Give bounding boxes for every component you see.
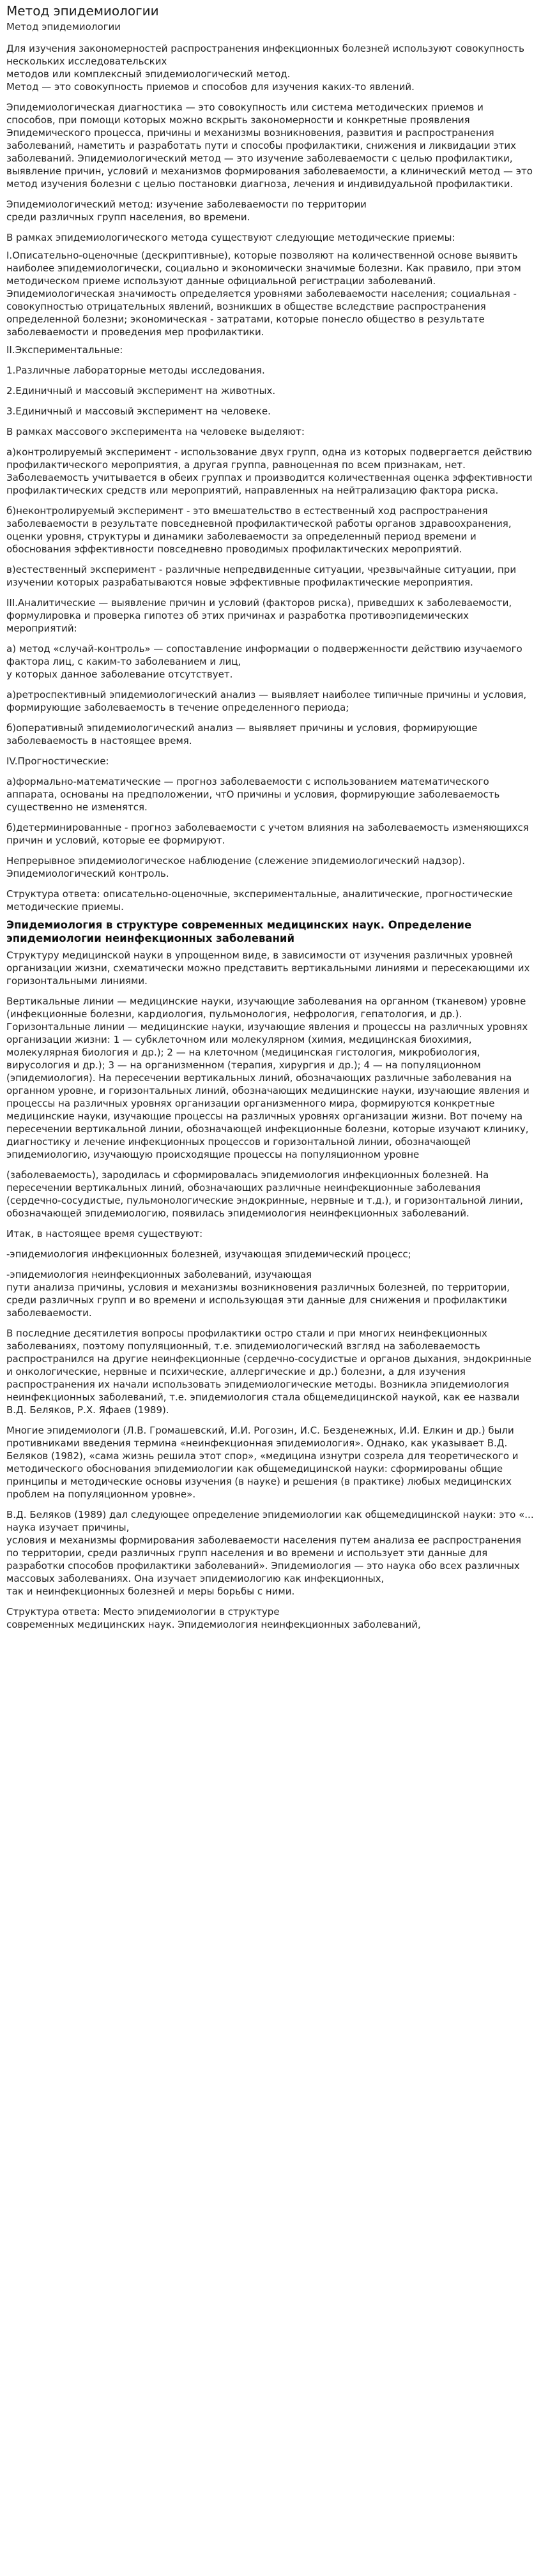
paragraph: IV.Прогностические: bbox=[6, 755, 109, 767]
paragraph: Эпидемиологическая диагностика — это совокупность или система методических приемов и способов, при помощи которых можно вскрыть закономерности и конкретные проявления Эпидемического процесса, причины и механизмы возникновения, развития и распространения заболеваний, наметить и разработать пути и способы профилактики, снижения и ликвидации этих заболеваний. Эпидемиологический метод — это изучение заболеваемости с целью профилактики, выявление причин, условий и механизмов формирования заболеваемости, а клинический метод — это метод изучения болезни с целью постановки диагноза, лечения и индивидуальной профилактики. bbox=[6, 102, 533, 190]
paragraph: Структура ответа: Место эпидемиологии в структуре современных медицинских наук. Эпидемиология неинфекционных заболеваний, bbox=[6, 1606, 421, 1630]
paragraph: а)формально-математические — прогноз заболеваемости с использованием математического аппарата, основаны на предположении, чтО причины и условия, формирующие заболеваемость существенно не изменятся. bbox=[6, 776, 500, 813]
paragraph: I.Описательно-оценочные (дескриптивные), которые позволяют на количественной основе выявить наиболее эпидемиологически, социально и экономически значимые болезни. Как правило, при этом методическом приеме используют данные официальной регистрации заболеваний. Эпидемиологическая значимость определяется уровнями заболеваемости населения; социальная - совокупностью отрицательных явлений, возникших в обществе вследствие распространения определенной болезни; экономическая - затратами, которые понесло общество в результате заболеваемости и проведения мер профилактики. bbox=[6, 250, 521, 338]
paragraph: Эпидемиологический метод: изучение заболеваемости по территории среди различных групп населения, во времени. bbox=[6, 199, 367, 223]
paragraph: -эпидемиология неинфекционных заболеваний, изучающая пути анализа причины, условия и механизмы возникновения различных болезней, по территории, среди различных групп и во времени и использующая эти данные для снижения и профилактики заболеваемости. bbox=[6, 1269, 510, 1319]
paragraph: В последние десятилетия вопросы профилактики остро стали и при многих неинфекционных заболеваниях, поэтому популяционный, т.е. эпидемиологический взгляд на заболеваемость распространился на другие неинфекционные (сердечно-сосудистые и органов дыхания, эндокринные и онкологические, нервные и психические, аллергические и др.) болезни, а для изучения распространения их начали использовать эпидемиологические методы. Возникла эпидемиология неинфекционных заболеваний, т.е. эпидемиология стала общемедицинской наукой, как ее назвали В.Д. Беляков, Р.Х. Яфаев (1989). bbox=[6, 1328, 531, 1416]
paragraph: Структуру медицинской науки в упрощенном виде, в зависимости от изучения различных уровней организации жизни, схематически можно представить вертикальными линиями и пересекающими их горизонтальными линиями. bbox=[6, 950, 530, 987]
section-heading: Эпидемиология в структуре современных медицинских наук. Определение эпидемиологии неинфекционных заболеваний bbox=[6, 919, 472, 944]
paragraph: а)контролируемый эксперимент - использование двух групп, одна из которых подвергается действию профилактического мероприятия, а другая группа, равноценная по всем признакам, нет. Заболеваемость учитывается в обеих группах и производится количественная оценка эффективности профилактических средств или мероприятий, направленных на нейтрализацию фактора риска. bbox=[6, 446, 533, 496]
paragraph: В.Д. Беляков (1989) дал следующее определение эпидемиологии как общемедицинской науки: это «... наука изучает причины, условия и механизмы формирования заболеваемости населения путем анализа ее распространения по территории, среди различных групп населения и во времени и использует эти данные для разработки способов профилактики заболеваний». Эпидемиология — это наука обо всех различных массовых заболеваниях. Она изучает эпидемиологию как инфекционных, так и неинфекционных болезней и меры борьбы с ними. bbox=[6, 1509, 534, 1597]
paragraph: 1.Различные лабораторные методы исследования. bbox=[6, 365, 265, 376]
paragraph: а) метод «случай-контроль» — сопоставление информации о подверженности действию изучаемого фактора лиц, с каким-то заболеванием и лиц, у которых данное заболевание отсутствует. bbox=[6, 643, 522, 680]
paragraph: в)естественный эксперимент - различные непредвиденные ситуации, чрезвычайные ситуации, при изучении которых разрабатываются новые эффективные профилактические мероприятия. bbox=[6, 564, 517, 588]
paragraph: 3.Единичный и массовый эксперимент на человеке. bbox=[6, 405, 271, 417]
paragraph: Итак, в настоящее время существуют: bbox=[6, 1228, 203, 1239]
paragraph: б)детерминированные - прогноз заболеваемости с учетом влияния на заболеваемость изменяющихся причин и условий, которые ее формируют. bbox=[6, 822, 529, 846]
paragraph: Для изучения закономерностей распространения инфекционных болезней используют совокупность нескольких исследовательских методов или комплексный эпидемиологический метод. Метод — это совокупность приемов и способов для изучения каких-то явлений. bbox=[6, 43, 524, 93]
paragraph: б)неконтролируемый эксперимент - это вмешательство в естественный ход распространения заболеваемости в результате повседневной профилактической работы органов здравоохранения, оценки уровня, структуры и динамики заболеваемости за определенный период времени и обоснования эффективности повседневно проводимых профилактических мероприятий. bbox=[6, 505, 512, 555]
page-title: Метод эпидемиологии bbox=[6, 3, 159, 19]
paragraph: II.Экспериментальные: bbox=[6, 344, 123, 356]
paragraph: В рамках массового эксперимента на человеке выделяют: bbox=[6, 426, 305, 437]
paragraph: III.Аналитические — выявление причин и условий (факторов риска), приведших к заболеваемости, формулировка и проверка гипотез об этих причинах и разработка противоэпидемических мероприятий: bbox=[6, 597, 512, 634]
paragraph: (заболеваемость), зародилась и сформировалась эпидемиология инфекционных болезней. На пересечении вертикальных линий, обозначающих различные неинфекционные заболевания (сердечно-сосудистые, пульмонологические эндокринные, нервные и т.д.), и горизонтальной линии, обозначающей эпидемиологию, появилась эпидемиология неинфекционных заболеваний. bbox=[6, 1169, 523, 1219]
paragraph: В рамках эпидемиологического метода существуют следующие методические приемы: bbox=[6, 232, 455, 243]
paragraph: Непрерывное эпидемиологическое наблюдение (слежение эпидемиологический надзор). Эпидемиологический контроль. bbox=[6, 855, 466, 879]
page-subtitle: Метод эпидемиологии bbox=[6, 21, 121, 33]
paragraph: Многие эпидемиологи (Л.В. Громашевский, И.И. Рогозин, И.С. Безденежных, И.И. Елкин и др.) были противниками введения термина «неинфекционная эпидемиология». Однако, как указывает В.Д. Беляков (1982), «сама жизнь решила этот спор», «медицина изнутри созрела для теоретического и методического обоснования эпидемиологии как общемедицинской науки: сформированы общие принципы и методические основы изучения (в науке) и решения (в практике) любых медицинских проблем на популяционном уровне». bbox=[6, 1425, 519, 1500]
paragraph: а)ретроспективный эпидемиологический анализ — выявляет наиболее типичные причины и условия, формирующие заболеваемость в течение определенного периода; bbox=[6, 689, 527, 713]
paragraph: Вертикальные линии — медицинские науки, изучающие заболевания на органном (тканевом) уровне (инфекционные болезни, кардиология, пульмонология, нефрология, гепатология, и др.). Горизонтальные линии — медицинские науки, изучающие явления и процессы на различных уровнях организации жизни: 1 — субклеточном или молекулярном (химия, медицинская биохимия, молекулярная биология и др.); 2 — на клеточном (медицинская гистология, микробиология, вирусология и др.); 3 — на организменном (терапия, хирургия и др.); 4 — на популяционном (эпидемиология). На пересечении вертикальных линий, обозначающих различные заболевания на органном уровне, и горизонтальных линий, обозначающих медицинские науки, изучающие явления и процессы на различных уровнях организации организменного мира, формируются конкретные медицинские науки, изучающие процессы на различных уровнях организации жизни. Вот почему на пересечении вертикальной линии, обозначающей инфекционные болезни, которые изучают клинику, диагностику и лечение инфекционных процессов и горизонтальной линии, обозначающей эпидемиологию, изучающую происходящие процессы на популяционном уровне bbox=[6, 996, 530, 1160]
paragraph: б)оперативный эпидемиологический анализ — выявляет причины и условия, формирующие заболеваемость в настоящее время. bbox=[6, 722, 478, 746]
paragraph: Структура ответа: описательно-оценочные, экспериментальные, аналитические, прогностические методические приемы. bbox=[6, 888, 513, 913]
paragraph: -эпидемиология инфекционных болезней, изучающая эпидемический процесс; bbox=[6, 1248, 411, 1260]
paragraph: 2.Единичный и массовый эксперимент на животных. bbox=[6, 385, 276, 397]
